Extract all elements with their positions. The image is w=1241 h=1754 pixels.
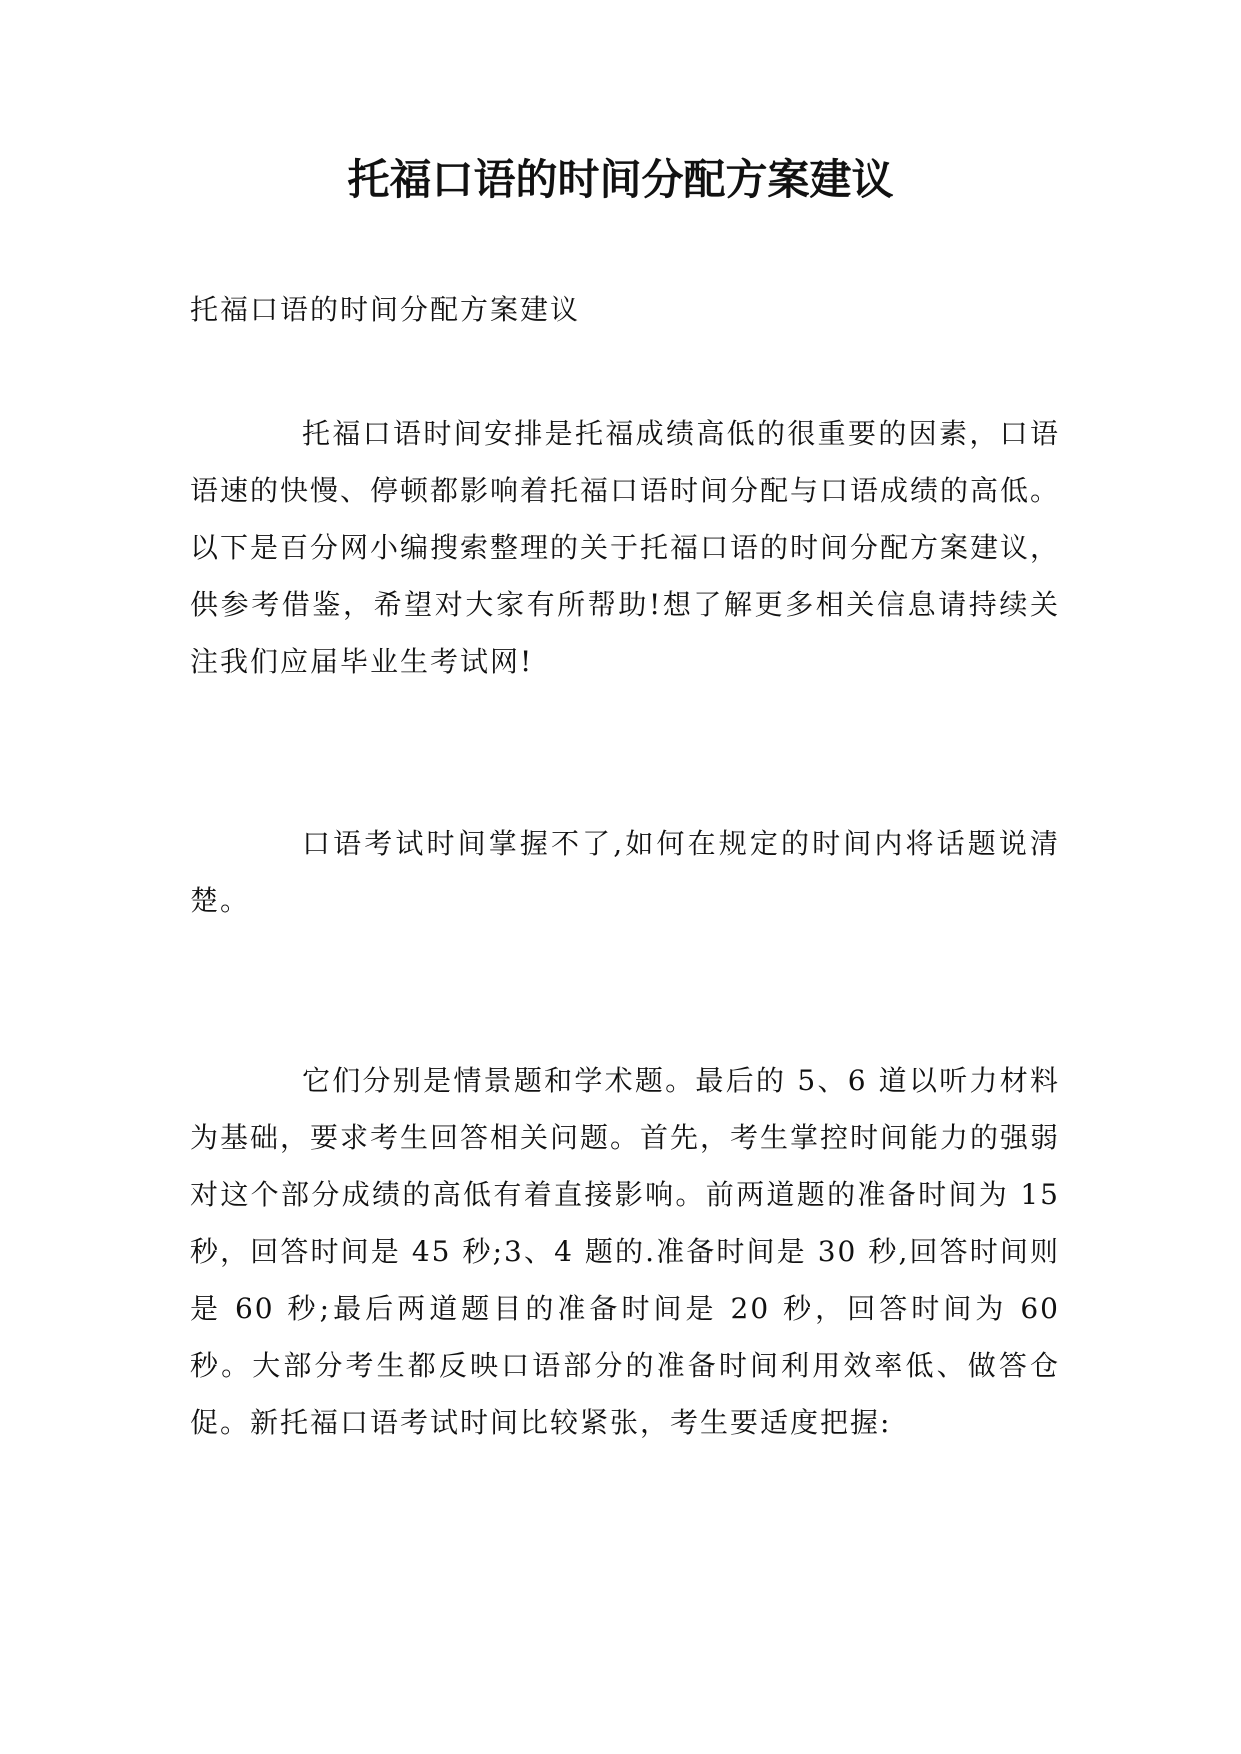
document-subtitle: 托福口语的时间分配方案建议: [190, 293, 581, 326]
paragraph-details: 它们分别是情景题和学术题。最后的 5、6 道以听力材料为基础，要求考生回答相关问题。首先，考生掌控时间能力的强弱对这个部分成绩的高低有着直接影响。前两道题的准备时间为 15 秒，回答时间是 45 秒;3、4 题的.准备时间是 30 秒,回答时间则是 60 秒;最后两道题目的准备时间是 20 秒，回答时间为 60 秒。大部分考生都反映口语部分的准备时间利用效率低、做答仓促。新托福口语考试时间比较紧张，考生要适度把握:: [190, 1064, 1061, 1439]
paragraph-question: 口语考试时间掌握不了,如何在规定的时间内将话题说清楚。: [190, 827, 1060, 917]
paragraph-intro: 托福口语时间安排是托福成绩高低的很重要的因素，口语语速的快慢、停顿都影响着托福口语时间分配与口语成绩的高低。以下是百分网小编搜索整理的关于托福口语的时间分配方案建议，供参考借鉴，希望对大家有所帮助!想了解更多相关信息请持续关注我们应届毕业生考试网!: [190, 417, 1061, 678]
document-title: 托福口语的时间分配方案建议: [347, 155, 894, 204]
